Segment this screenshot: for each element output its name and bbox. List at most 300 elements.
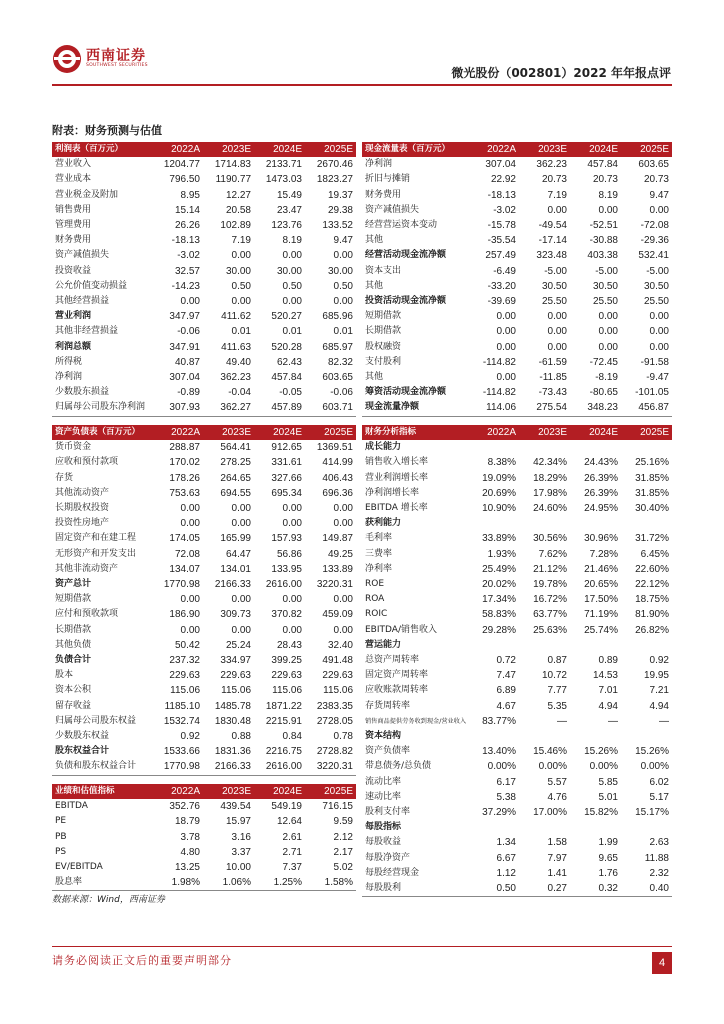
row-label: 营业收入 [55,159,92,170]
value-cell: 4.80 [180,846,200,858]
value-cell: -114.82 [482,387,516,399]
value-cell [468,440,519,455]
year-header: 2022A [468,425,519,440]
value-cell: 323.48 [536,250,567,262]
value-cell: 21.12% [533,563,567,575]
value-cell [468,820,519,835]
value-cell: 0.00 [231,296,251,308]
value-cell: 275.54 [519,400,570,416]
value-cell: 5.01 [598,791,618,803]
value-cell: — [557,715,567,727]
table-row [52,157,356,172]
value-cell: 0.00 [333,250,353,262]
year-header: 2022A [152,425,203,440]
row-label: EV/EBITDA [55,862,103,873]
value-cell: 229.63 [322,670,353,682]
value-cell: 0.00 [496,311,516,323]
value-cell [570,516,621,531]
row-label: 成长能力 [365,442,402,453]
year-header: 2023E [203,425,254,440]
table-row [362,531,672,546]
year-header: 2022A [152,784,203,799]
table-row [52,471,356,486]
table-row [52,309,356,324]
value-cell: 25.74% [584,624,618,636]
value-cell: 9.47 [649,189,669,201]
value-cell: 5.02 [333,862,353,874]
table-row [362,264,672,279]
value-cell: 1770.98 [163,579,200,591]
table-header-row [362,425,672,440]
value-cell: 0.00 [282,250,302,262]
value-cell: 6.17 [496,776,516,788]
value-cell: 520.28 [271,341,302,353]
value-cell: -3.02 [493,204,516,216]
value-cell: 30.50 [643,280,669,292]
value-cell: 5.35 [547,700,567,712]
row-label: PB [55,831,67,842]
value-cell: 20.02% [482,579,516,591]
table-header-row [52,425,356,440]
value-cell: 0.00 [649,204,669,216]
value-cell: 2.12 [333,831,353,843]
value-cell: -18.13 [487,189,516,201]
table-header-row [52,142,356,157]
value-cell: 82.32 [327,356,353,368]
value-cell: 50.42 [174,639,200,651]
value-cell: 25.50 [643,296,669,308]
value-cell: 83.77% [482,715,516,727]
value-cell: 307.93 [152,400,203,416]
table-row [362,623,672,638]
row-label: 无形资产和开发支出 [55,548,137,559]
value-cell: 796.50 [169,174,200,186]
value-cell: 30.40% [635,503,669,515]
value-cell: 1204.77 [163,159,200,171]
table-row [362,279,672,294]
value-cell [570,638,621,653]
value-cell: 133.52 [322,220,353,232]
value-cell: 165.99 [220,533,251,545]
table-row [362,172,672,187]
value-cell: 414.99 [322,457,353,469]
value-cell: 0.32 [570,881,621,897]
value-cell: -5.00 [544,265,567,277]
value-cell: 2.61 [282,831,302,843]
value-cell: 0.00 [496,372,516,384]
row-label: 资本结构 [365,731,402,742]
table-row [362,866,672,881]
balance-sheet-table [52,425,356,776]
value-cell: 102.89 [220,220,251,232]
value-cell: 62.43 [276,356,302,368]
value-cell: -73.43 [538,387,567,399]
table-row [52,607,356,622]
row-label: 三费率 [365,548,393,559]
value-cell: 5.57 [547,776,567,788]
row-label: 固定资产周转率 [365,670,429,681]
table-row [52,683,356,698]
value-cell: 0.92 [649,655,669,667]
row-label: 少数股东损益 [55,387,110,398]
table-row [52,455,356,470]
table-row [52,759,356,775]
value-cell: 0.00 [496,341,516,353]
value-cell: 31.85% [635,472,669,484]
value-cell: 115.06 [323,685,353,697]
value-cell: 2.17 [333,846,353,858]
value-cell: 0.00 [180,594,200,606]
value-cell: 549.19 [271,801,302,813]
row-label: 折旧与摊销 [365,174,411,185]
value-cell: -8.19 [595,372,618,384]
cashflow-statement-table [362,142,672,417]
value-cell: -61.59 [538,356,567,368]
value-cell: 2670.46 [316,159,353,171]
report-title: 微光股份（002801）2022 年年报点评 [451,66,671,80]
row-label: 利润总额 [55,341,92,352]
value-cell: 26.39% [584,472,618,484]
row-label: 其他 [365,372,384,383]
row-label: 每股净资产 [365,852,411,863]
value-cell: 3.16 [231,831,251,843]
year-header: 2025E [305,784,356,799]
value-cell: 1.34 [496,837,516,849]
value-cell: 4.67 [496,700,516,712]
value-cell: 0.00 [598,204,618,216]
row-label: 营业利润 [55,311,92,322]
value-cell: 5.17 [649,791,669,803]
value-cell: 0.84 [282,731,302,743]
table-row [52,623,356,638]
table-row [362,775,672,790]
value-cell: 1.98% [152,875,203,891]
value-cell: 32.57 [174,265,200,277]
value-cell: 403.38 [587,250,618,262]
value-cell: -11.85 [539,372,567,384]
value-cell: 4.94 [598,700,618,712]
value-cell [519,516,570,531]
value-cell: -35.54 [487,235,516,247]
table-row [362,699,672,714]
table-row [362,851,672,866]
value-cell: 81.90% [635,609,669,621]
value-cell: 1770.98 [152,759,203,775]
row-label: 短期借款 [55,594,92,605]
year-header: 2023E [519,142,570,157]
table-row [362,501,672,516]
value-cell: 133.89 [322,563,353,575]
value-cell: 7.37 [282,862,302,874]
value-cell: 0.00 [180,296,200,308]
row-label: 其他 [365,280,384,291]
table-row [52,653,356,668]
table-row [362,471,672,486]
value-cell: 115.06 [170,685,200,697]
row-label: 投资收益 [55,265,92,276]
value-cell: 1823.27 [316,174,353,186]
row-label: PS [55,846,67,857]
value-cell: 0.00 [598,311,618,323]
row-label: 资产总计 [55,579,92,590]
value-cell: 457.84 [587,159,618,171]
value-cell: 10.90% [482,503,516,515]
row-label: 净利率 [365,563,393,574]
value-cell: 30.96% [584,533,618,545]
row-label: 每股股利 [362,881,468,897]
value-cell: 0.00 [333,518,353,530]
year-header: 2024E [570,425,621,440]
value-cell: 0.00 [547,204,567,216]
value-cell: 149.87 [322,533,353,545]
row-label: 每股经营现金 [365,867,420,878]
table-row [52,516,356,531]
row-label: 公允价值变动损益 [55,280,128,291]
value-cell: 1.06% [203,875,254,891]
value-cell: 22.12% [635,579,669,591]
value-cell: 0.00 [496,326,516,338]
value-cell: 19.95 [643,670,669,682]
value-cell: 3220.31 [305,759,356,775]
value-cell: 0.00 [282,624,302,636]
value-cell: 439.54 [220,801,251,813]
table-row [52,592,356,607]
value-cell: 2166.33 [203,759,254,775]
value-cell: 2215.91 [265,715,302,727]
table-row [52,531,356,546]
table-row [362,547,672,562]
value-cell: 603.71 [305,400,356,416]
table-row [362,790,672,805]
table-row [52,294,356,309]
value-cell: 0.00 [649,311,669,323]
table-row [362,385,672,400]
value-cell: 0.00 [180,518,200,530]
value-cell: 19.78% [533,579,567,591]
value-cell: 24.60% [533,503,567,515]
value-cell: 362.27 [203,400,254,416]
value-cell: 16.72% [533,594,567,606]
table-row [52,699,356,714]
table-title: 财务分析指标 [362,425,468,440]
value-cell: -9.47 [646,372,669,384]
table-title: 现金流量表（百万元） [362,142,468,157]
value-cell: 0.00 [333,296,353,308]
value-cell: 5.38 [496,791,516,803]
value-cell: 19.37 [327,189,353,201]
value-cell: 30.50 [541,280,567,292]
table-row [52,799,356,814]
value-cell: 307.04 [485,159,516,171]
value-cell: 25.50 [541,296,567,308]
table-row [362,653,672,668]
value-cell: 0.00 [333,503,353,515]
row-label: 流动比率 [365,776,402,787]
value-cell: 7.97 [547,852,567,864]
value-cell: 15.26% [635,746,669,758]
row-label: ROA [365,594,385,605]
table-row [52,355,356,370]
value-cell: 33.89% [482,533,516,545]
row-label: 净利润 [365,159,393,170]
row-label: 管理费用 [55,220,92,231]
table-row [362,370,672,385]
value-cell: 0.00 [231,503,251,515]
value-cell: 0.00 [180,503,200,515]
value-cell: 64.47 [225,548,251,560]
value-cell: 15.46% [533,746,567,758]
value-cell: 25.50 [592,296,618,308]
value-cell: 8.19 [598,189,618,201]
table-row [362,820,672,835]
value-cell: 56.86 [276,548,302,560]
row-label: 应收和预付款项 [55,457,119,468]
year-header: 2024E [570,142,621,157]
value-cell: -6.49 [493,265,516,277]
value-cell: 0.00 [333,594,353,606]
table-row [52,218,356,233]
row-label: 存货周转率 [365,700,411,711]
row-label: 其他经营损益 [55,296,110,307]
row-label: 其他 [365,235,384,246]
row-label: 所得税 [55,356,83,367]
table-row [362,607,672,622]
value-cell: 2.71 [282,846,302,858]
value-cell: 17.98% [533,487,567,499]
value-cell [519,440,570,455]
row-label: 货币资金 [55,442,92,453]
value-cell: 0.00 [231,250,251,262]
row-label: 获利能力 [365,518,402,529]
table-title: 资产负债表（百万元） [52,425,152,440]
value-cell: 0.00 [231,594,251,606]
value-cell: 457.84 [271,372,302,384]
value-cell: 22.92 [490,174,516,186]
row-label: ROE [365,579,385,590]
value-cell: 49.25 [327,548,353,560]
value-cell: 1473.03 [265,174,302,186]
value-cell: 334.97 [220,655,251,667]
value-cell: 7.47 [496,670,516,682]
row-label: 财务费用 [365,189,402,200]
value-cell: 2133.71 [265,159,302,171]
value-cell [621,516,672,531]
value-cell: -0.05 [279,387,302,399]
value-cell: 0.00 [231,518,251,530]
table-row [52,248,356,263]
value-cell: 406.43 [322,472,353,484]
value-cell: 9.59 [333,816,353,828]
value-cell: 186.90 [169,609,200,621]
value-cell: 0.01 [231,326,251,338]
value-cell: — [659,715,669,727]
row-label: 销售商品提供劳务收到现金/营业收入 [365,717,467,725]
row-label: 销售费用 [55,204,92,215]
value-cell: 30.00 [225,265,251,277]
row-label: 净利润 [55,372,83,383]
value-cell: 0.00 [547,326,567,338]
table-row [362,203,672,218]
value-cell: 1185.10 [164,700,200,712]
table-row [362,294,672,309]
year-header: 2023E [519,425,570,440]
row-label: EBITDA 增长率 [365,503,428,514]
value-cell: 7.21 [649,685,669,697]
year-header: 2023E [203,784,254,799]
value-cell: 0.00 [282,503,302,515]
value-cell: 694.55 [220,487,251,499]
value-cell: 0.40 [621,881,672,897]
table-row [362,309,672,324]
value-cell: 7.62% [538,548,567,560]
table-row [52,203,356,218]
value-cell: 30.50 [592,280,618,292]
value-cell: 134.01 [220,563,251,575]
value-cell: 9.47 [333,235,353,247]
value-cell: 716.15 [322,801,353,813]
value-cell: 0.00 [547,311,567,323]
table-row [52,370,356,385]
value-cell: 348.23 [570,400,621,416]
value-cell [468,729,519,744]
table-row [362,577,672,592]
value-cell: 24.95% [584,503,618,515]
row-label: 总资产周转率 [365,655,420,666]
row-label: 股本 [55,670,74,681]
value-cell: 0.00 [547,341,567,353]
value-cell [621,440,672,455]
value-cell: 347.91 [169,341,200,353]
value-cell: 13.40% [482,746,516,758]
row-label: 资本支出 [365,265,402,276]
value-cell: 72.08 [174,548,200,560]
table-row [52,577,356,592]
value-cell: 15.82% [584,807,618,819]
value-cell: 0.00 [649,326,669,338]
row-label: 归属母公司股东权益 [55,715,137,726]
value-cell: 2216.75 [265,746,302,758]
row-label: 资产负债率 [365,746,411,757]
year-header: 2022A [468,142,519,157]
value-cell: 7.19 [231,235,251,247]
value-cell: 26.39% [584,487,618,499]
value-cell: 2728.05 [316,715,353,727]
value-cell: 0.00 [598,326,618,338]
table-row [362,324,672,339]
table-row [362,218,672,233]
value-cell: -72.08 [640,220,669,232]
row-label: 每股收益 [365,837,402,848]
row-label: 营业成本 [55,174,92,185]
value-cell: 17.34% [482,594,516,606]
income-statement-table [52,142,356,417]
value-cell [621,638,672,653]
value-cell: 3.78 [180,831,200,843]
row-label: 每股指标 [365,822,402,833]
value-cell: 9.65 [598,852,618,864]
table-row [362,592,672,607]
year-header: 2025E [305,142,356,157]
table-row [52,845,356,860]
value-cell: 18.79 [174,816,200,828]
value-cell: 170.02 [169,457,200,469]
value-cell: 71.19% [584,609,618,621]
value-cell: 0.92 [180,731,200,743]
value-cell: 520.27 [271,311,302,323]
value-cell: 459.09 [322,609,353,621]
value-cell: 1369.51 [316,442,353,454]
disclaimer-text: 请务必阅读正文后的重要声明部分 [52,954,232,967]
